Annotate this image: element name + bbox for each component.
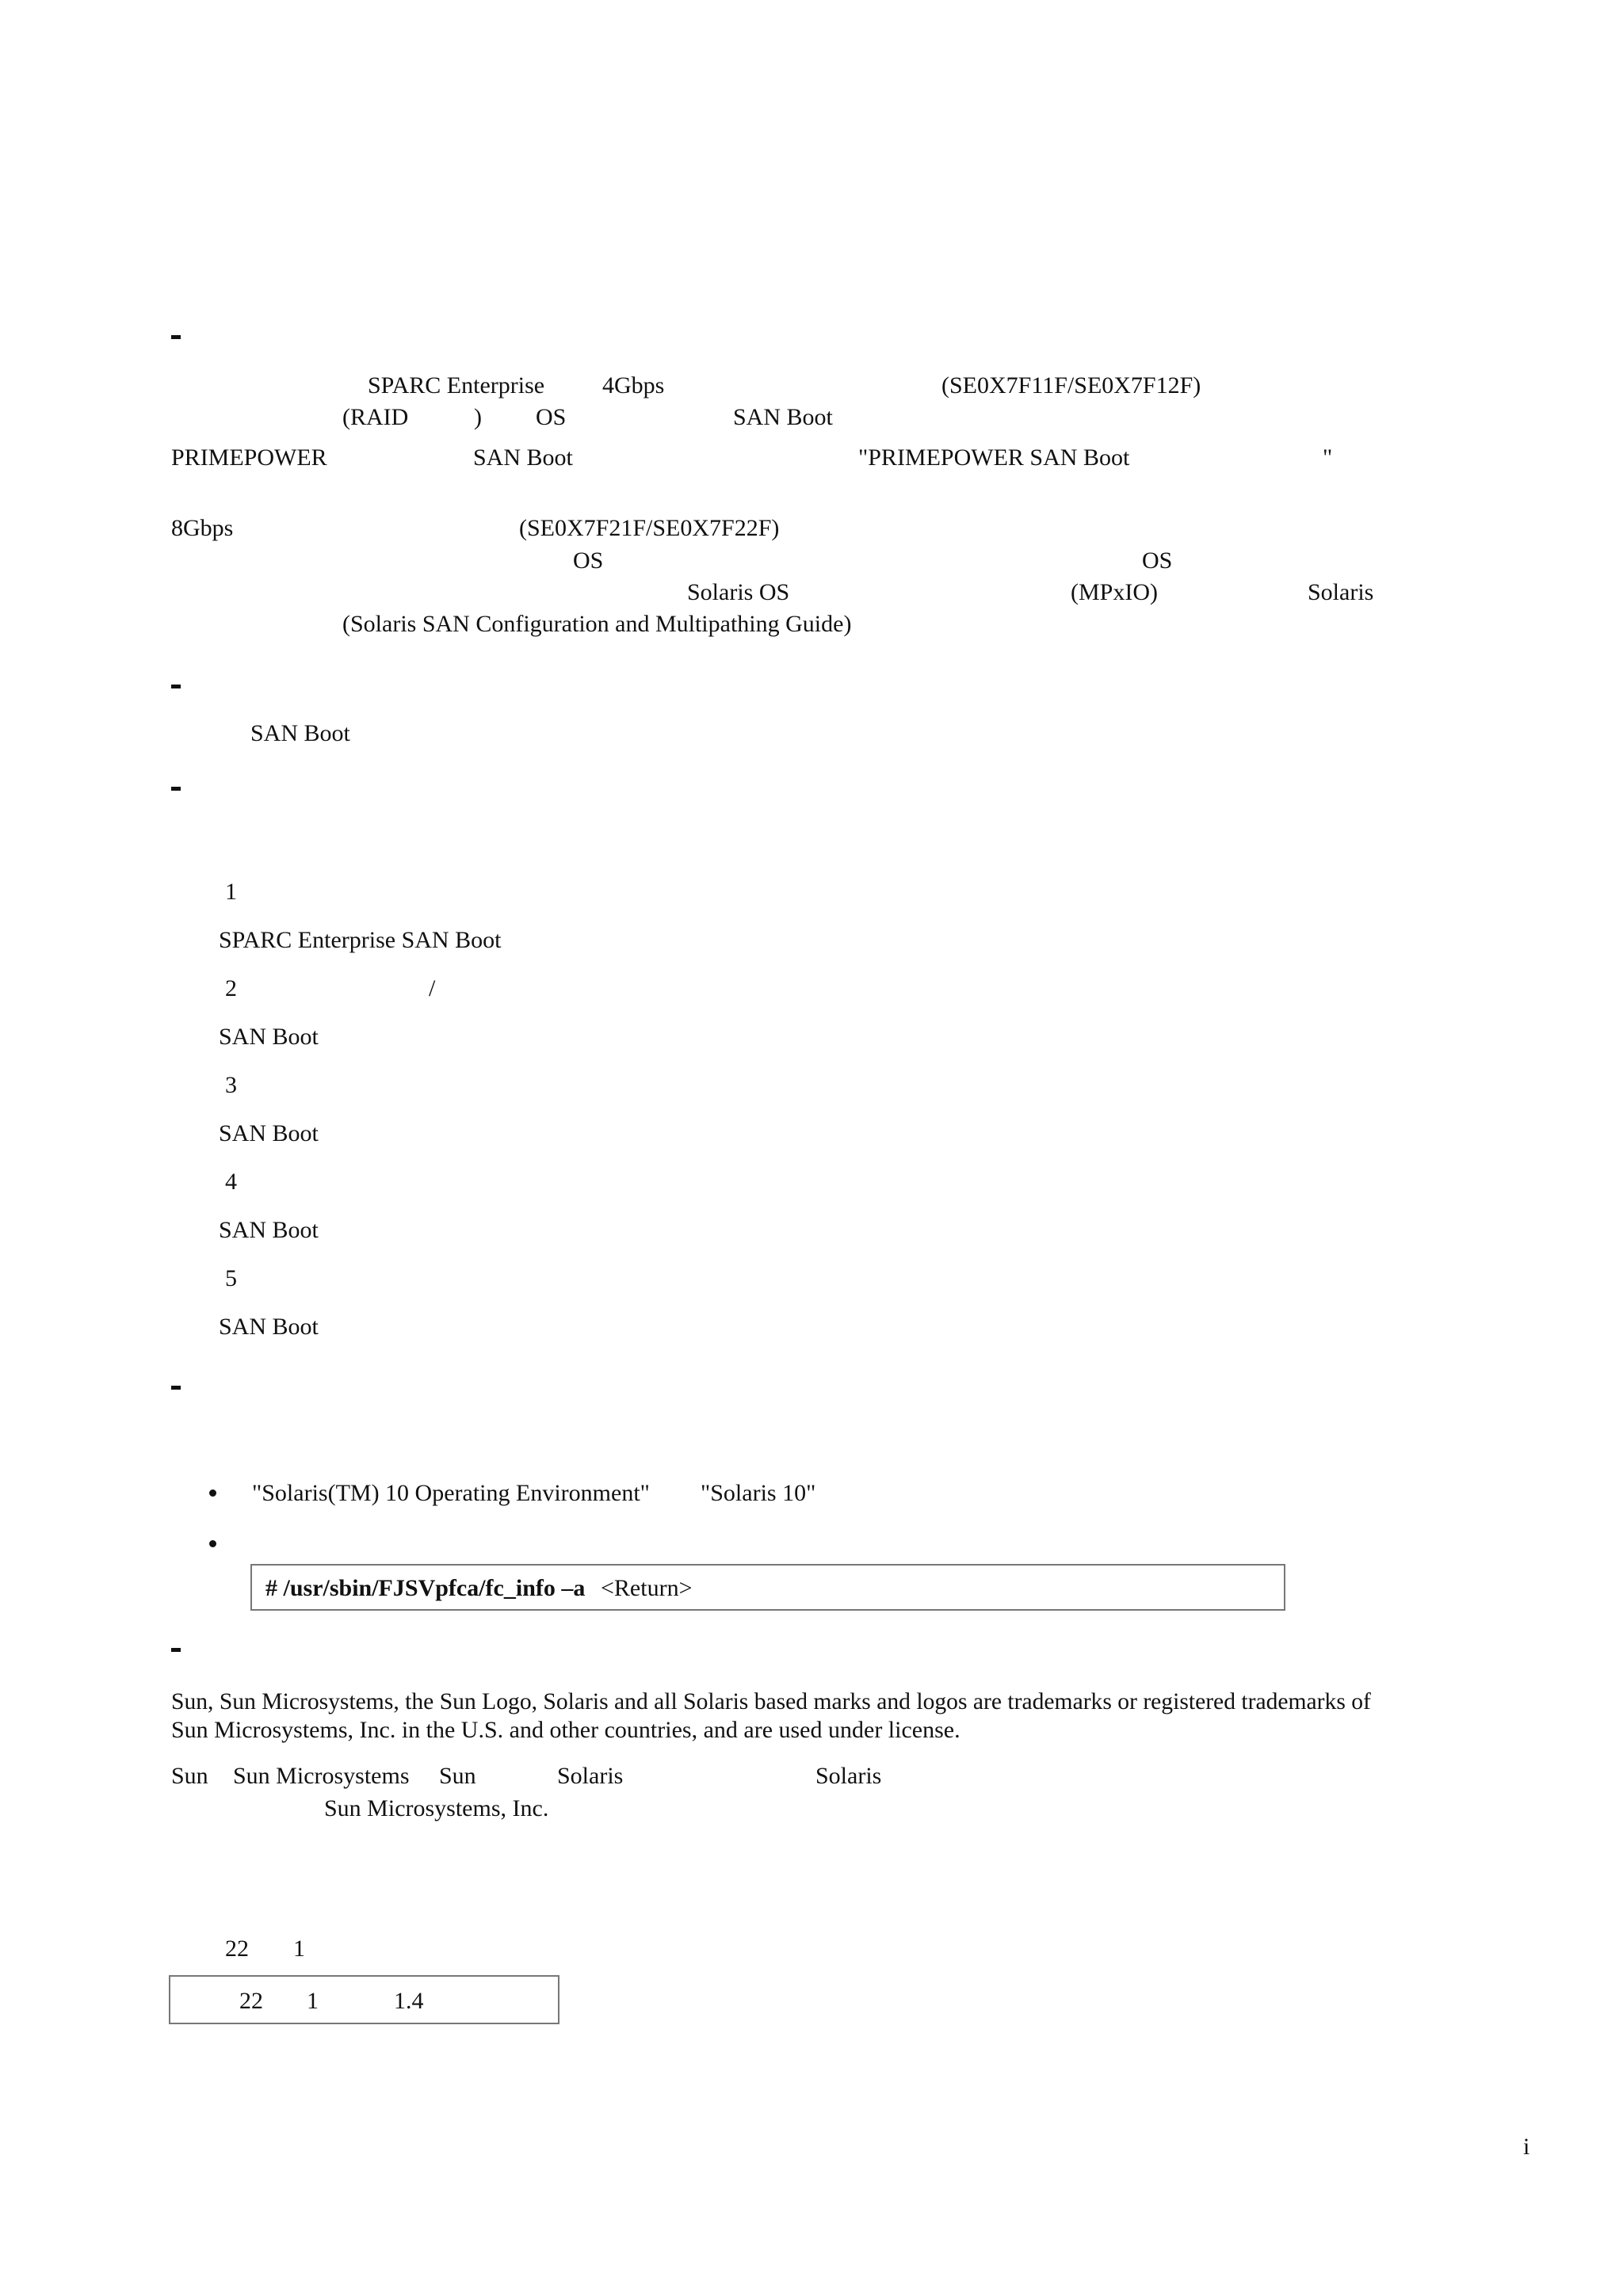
- intro-solaris: Solaris: [1308, 579, 1374, 605]
- intro-doc-title: "PRIMEPOWER SAN Boot: [858, 444, 1130, 471]
- section-heading-marker: [171, 1648, 181, 1652]
- intro-solaris-os: Solaris OS: [687, 579, 790, 605]
- chapter-number: 4: [225, 1169, 237, 1195]
- trademark-en-line-1: Sun, Sun Microsystems, the Sun Logo, Solaris and all Solaris based marks and logos are trademarks or registered trademarks of: [171, 1689, 1371, 1714]
- intro-doc-close-quote: ": [1323, 444, 1333, 471]
- intro-paren: ): [474, 404, 482, 430]
- intro-os-2: OS: [1142, 547, 1173, 574]
- bullet: [209, 1540, 216, 1547]
- edition-month: 1: [307, 1988, 319, 2014]
- convention-full-name: "Solaris(TM) 10 Operating Environment": [252, 1480, 650, 1506]
- trademark-jp-sun-2: Sun: [439, 1763, 476, 1789]
- intro-models-8gbps: (SE0X7F21F/SE0X7F22F): [519, 515, 780, 541]
- intro-os-1: OS: [573, 547, 604, 574]
- trademark-jp-solaris-1: Solaris: [557, 1763, 624, 1789]
- section-heading-marker: [171, 685, 181, 688]
- trademark-en-line-2: Sun Microsystems, Inc. in the U.S. and other countries, and are used under license.: [171, 1717, 960, 1743]
- edition-year: 22: [239, 1988, 263, 2014]
- chapter-title: SAN Boot: [219, 1217, 319, 1243]
- intro-mpxio: (MPxIO): [1071, 579, 1158, 605]
- command-example-box: [250, 1564, 1285, 1611]
- intro-8gbps: 8Gbps: [171, 515, 234, 541]
- section-heading-marker: [171, 335, 181, 339]
- chapter-title: SAN Boot: [219, 1314, 319, 1340]
- chapter-title: SAN Boot: [219, 1120, 319, 1146]
- command-text: # /usr/sbin/FJSVpfca/fc_info –a: [265, 1575, 586, 1601]
- command-return-key: <Return>: [601, 1575, 693, 1601]
- trademark-jp-sun: Sun: [171, 1763, 208, 1789]
- chapter-title: SAN Boot: [219, 1024, 319, 1050]
- section-heading-marker: [171, 787, 181, 791]
- chapter-number: 1: [225, 879, 237, 905]
- section2-text: SAN Boot: [250, 720, 350, 746]
- intro-guide-title: (Solaris SAN Configuration and Multipathing Guide): [342, 611, 852, 637]
- chapter-number: 3: [225, 1072, 237, 1098]
- chapter-slash: /: [429, 975, 436, 1001]
- bullet: [209, 1489, 216, 1497]
- intro-raid: (RAID: [342, 404, 409, 430]
- chapter-number: 5: [225, 1265, 237, 1291]
- section-heading-marker: [171, 1386, 181, 1390]
- date-month: 1: [293, 1936, 305, 1962]
- edition-box: [169, 1975, 559, 2024]
- intro-models-4gbps: (SE0X7F11F/SE0X7F12F): [941, 372, 1201, 399]
- trademark-jp-inc: Sun Microsystems, Inc.: [324, 1795, 549, 1821]
- convention-short-name: "Solaris 10": [701, 1480, 816, 1506]
- intro-primepower: PRIMEPOWER: [171, 444, 327, 471]
- intro-sanboot-2: SAN Boot: [473, 444, 573, 471]
- intro-os: OS: [536, 404, 567, 430]
- intro-sparc: SPARC Enterprise: [368, 372, 545, 399]
- trademark-jp-sun-microsystems: Sun Microsystems: [233, 1763, 410, 1789]
- chapter-title: SPARC Enterprise SAN Boot: [219, 927, 502, 953]
- trademark-jp-solaris-2: Solaris: [815, 1763, 882, 1789]
- intro-4gbps: 4Gbps: [602, 372, 665, 399]
- edition-version: 1.4: [394, 1988, 424, 2014]
- page-number: i: [1523, 2134, 1530, 2160]
- intro-sanboot: SAN Boot: [733, 404, 833, 430]
- date-year: 22: [225, 1936, 249, 1962]
- chapter-number: 2: [225, 975, 237, 1001]
